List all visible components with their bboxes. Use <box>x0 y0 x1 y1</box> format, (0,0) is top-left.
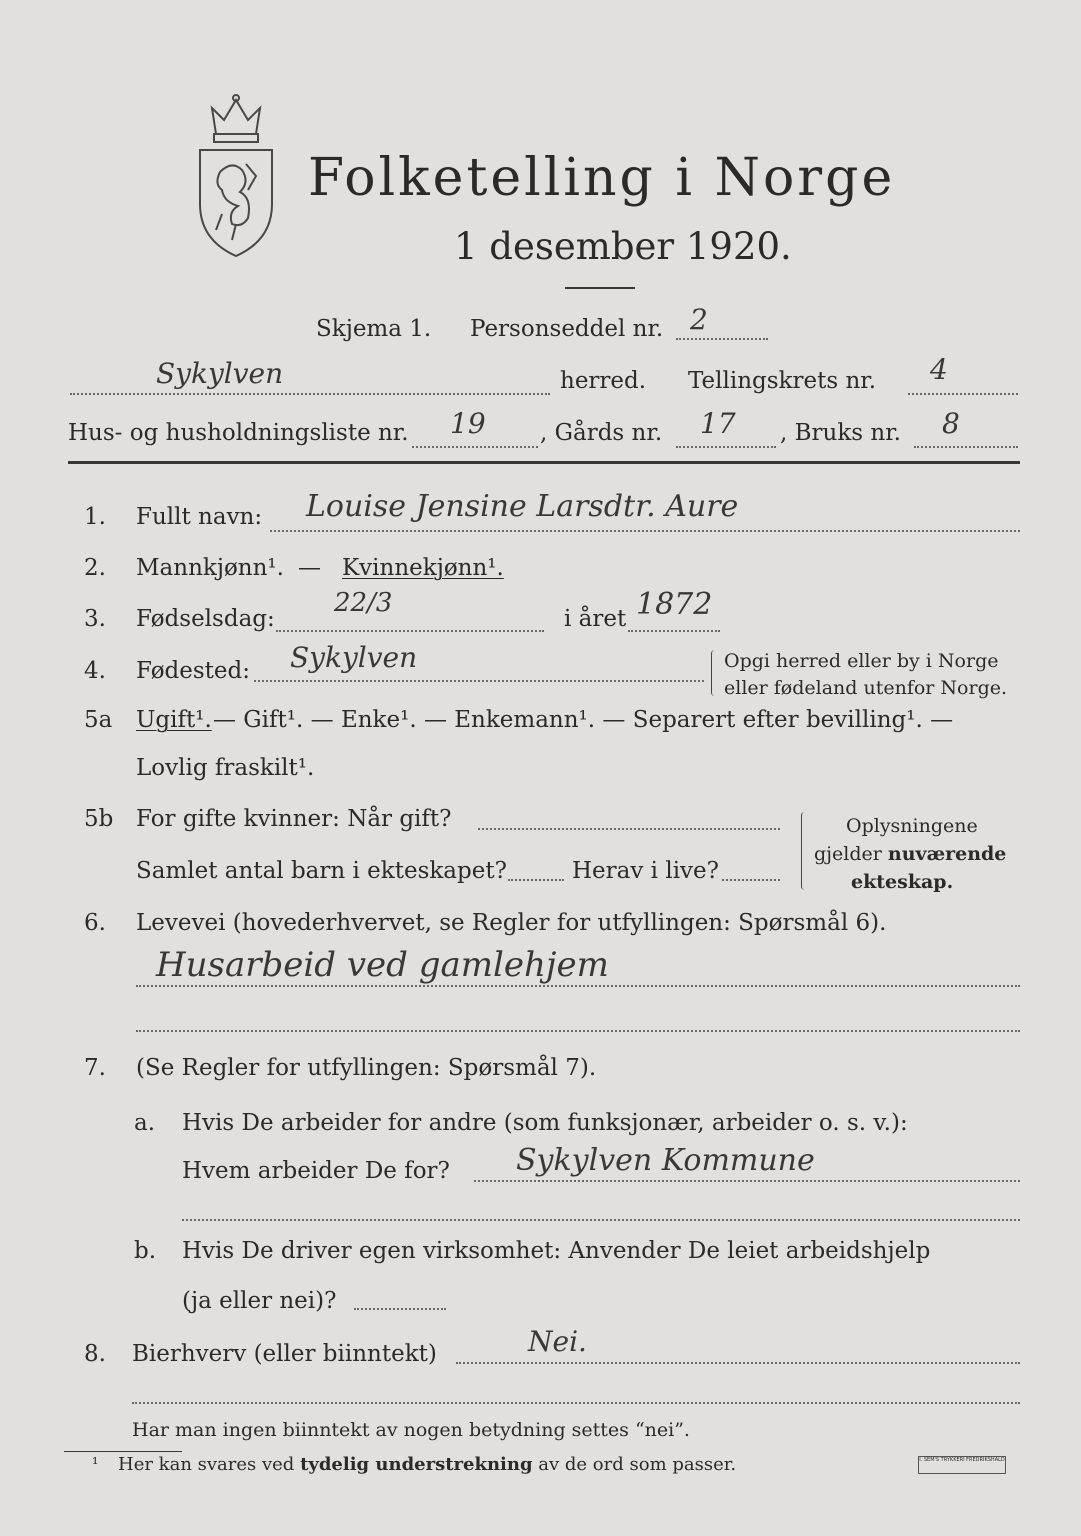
personseddel-line <box>676 338 768 340</box>
q2-mannkjonn[interactable]: Mannkjønn¹. <box>136 555 284 581</box>
q6-number: 6. <box>84 910 106 936</box>
q7a-employer-value[interactable]: Sykylven Kommune <box>516 1143 815 1178</box>
q5b-married-line <box>478 828 780 830</box>
hus-label: Hus- og husholdningsliste nr. <box>68 420 409 446</box>
tellingskrets-line <box>908 393 1018 395</box>
q5b-note-gjelder: gjelder <box>814 843 888 865</box>
bruks-label: , Bruks nr. <box>780 420 901 446</box>
q2-dash: — <box>298 555 321 581</box>
q3-aaret-label: i året <box>564 606 627 632</box>
footer-note: Har man ingen biinntekt av nogen betydning settes “nei”. <box>132 1419 690 1441</box>
q1-number: 1. <box>84 504 106 530</box>
q3-year-value[interactable]: 1872 <box>636 587 713 622</box>
q6-occupation-value[interactable]: Husarbeid ved gamlehjem <box>156 945 609 985</box>
tellingskrets-value[interactable]: 4 <box>930 353 948 386</box>
q7a-line2 <box>182 1219 1020 1221</box>
footnote-marker: ¹ <box>92 1454 99 1473</box>
q5b-number: 5b <box>84 806 114 832</box>
q3-number: 3. <box>84 606 106 632</box>
gards-value[interactable]: 17 <box>700 407 736 440</box>
bruks-value[interactable]: 8 <box>942 407 960 440</box>
footnote-text-b: tydelig understrekning <box>300 1454 533 1475</box>
q8-label: Bierhverv (eller biinntekt) <box>132 1341 437 1367</box>
q5b-label2: Samlet antal barn i ekteskapet? <box>136 858 507 884</box>
q5b-note-nuvaerende: nuværende <box>887 843 1007 865</box>
q5b-note-line3: ekteskap. <box>851 871 954 893</box>
q5b-note-line2 <box>814 845 1006 864</box>
footnote-text-a: Her kan svares ved <box>118 1454 301 1475</box>
skjema-label: Skjema 1. <box>316 316 432 342</box>
footnote-text <box>118 1456 736 1474</box>
q7b-line <box>354 1308 446 1310</box>
footnote-text-c: av de ord som passer. <box>532 1454 737 1475</box>
q7-label: (Se Regler for utfyllingen: Spørsmål 7). <box>136 1055 597 1081</box>
q8-number: 8. <box>84 1341 106 1367</box>
q2-kvinnekjonn-selected[interactable]: Kvinnekjønn¹. <box>342 555 504 581</box>
gards-line <box>676 446 776 448</box>
q4-note-line1: Opgi herred eller by i Norge <box>724 650 999 672</box>
q4-label: Fødested: <box>136 658 251 684</box>
q5b-label3: Herav i live? <box>572 858 719 884</box>
q7a-line1 <box>474 1180 1020 1182</box>
q5b-children-line <box>508 879 564 881</box>
q3-line <box>276 630 544 632</box>
q5a-options[interactable]: — Gift¹. — Enke¹. — Enkemann¹. — Separert efter bevilling¹. — <box>213 707 954 733</box>
bruks-line <box>914 446 1018 448</box>
herred-line <box>70 393 550 395</box>
q4-note-line2: eller fødeland utenfor Norge. <box>724 677 1008 699</box>
q5a-ugift-selected[interactable]: Ugift¹. <box>136 707 212 733</box>
section-divider <box>68 461 1020 464</box>
q6-line2 <box>136 1030 1020 1032</box>
gards-label: , Gårds nr. <box>540 420 663 446</box>
q7b-question: (ja eller nei)? <box>182 1288 337 1314</box>
q7a-question: Hvem arbeider De for? <box>182 1158 450 1184</box>
form-title: Folketelling i Norge <box>308 148 896 208</box>
census-date: 1 desember 1920. <box>454 225 792 268</box>
q2-number: 2. <box>84 555 106 581</box>
q6-line1 <box>136 985 1020 987</box>
tellingskrets-label: Tellingskrets nr. <box>688 368 877 394</box>
herred-value[interactable]: Sykylven <box>156 357 284 390</box>
q3-year-line <box>628 630 720 632</box>
q1-line <box>270 530 1020 532</box>
q4-brace <box>711 650 718 696</box>
q7b-label: Hvis De driver egen virksomhet: Anvender De leiet arbeidshjelp <box>182 1238 931 1264</box>
q5b-note-line1: Oplysningene <box>846 815 978 837</box>
q1-full-name-value[interactable]: Louise Jensine Larsdtr. Aure <box>306 489 739 524</box>
personseddel-label: Personseddel nr. <box>470 316 664 342</box>
q8-side-income-value[interactable]: Nei. <box>528 1325 587 1358</box>
q5a-line2[interactable]: Lovlig fraskilt¹. <box>136 755 315 781</box>
q3-label: Fødselsdag: <box>136 606 275 632</box>
q5b-label1: For gifte kvinner: Når gift? <box>136 806 452 832</box>
q8-line1 <box>456 1362 1020 1364</box>
hus-value[interactable]: 19 <box>450 407 486 440</box>
q6-label: Levevei (hovederhvervet, se Regler for utfyllingen: Spørsmål 6). <box>136 910 887 936</box>
q7b-number: b. <box>134 1238 157 1264</box>
q1-label: Fullt navn: <box>136 504 263 530</box>
q5b-brace <box>801 812 808 890</box>
q7a-label: Hvis De arbeider for andre (som funksjonær, arbeider o. s. v.): <box>182 1110 908 1136</box>
printer-mark <box>918 1456 1006 1474</box>
coat-of-arms-icon <box>192 94 280 260</box>
q5a-number: 5a <box>84 707 113 733</box>
q5b-alive-line <box>722 879 780 881</box>
q4-number: 4. <box>84 658 106 684</box>
personseddel-value[interactable]: 2 <box>690 303 708 336</box>
q7-number: 7. <box>84 1055 106 1081</box>
title-divider <box>565 287 635 289</box>
printer-mark-text: I. SEM'S TRYKKERI FREDRIKSHALD <box>919 1457 1005 1463</box>
herred-label: herred. <box>560 368 647 394</box>
q4-birthplace-value[interactable]: Sykylven <box>290 641 418 674</box>
footnote-rule <box>64 1451 182 1452</box>
q7a-number: a. <box>134 1110 156 1136</box>
hus-line <box>412 446 538 448</box>
q3-birthday-value[interactable]: 22/3 <box>334 588 393 618</box>
q4-line <box>254 680 704 682</box>
q8-line2 <box>132 1402 1020 1404</box>
